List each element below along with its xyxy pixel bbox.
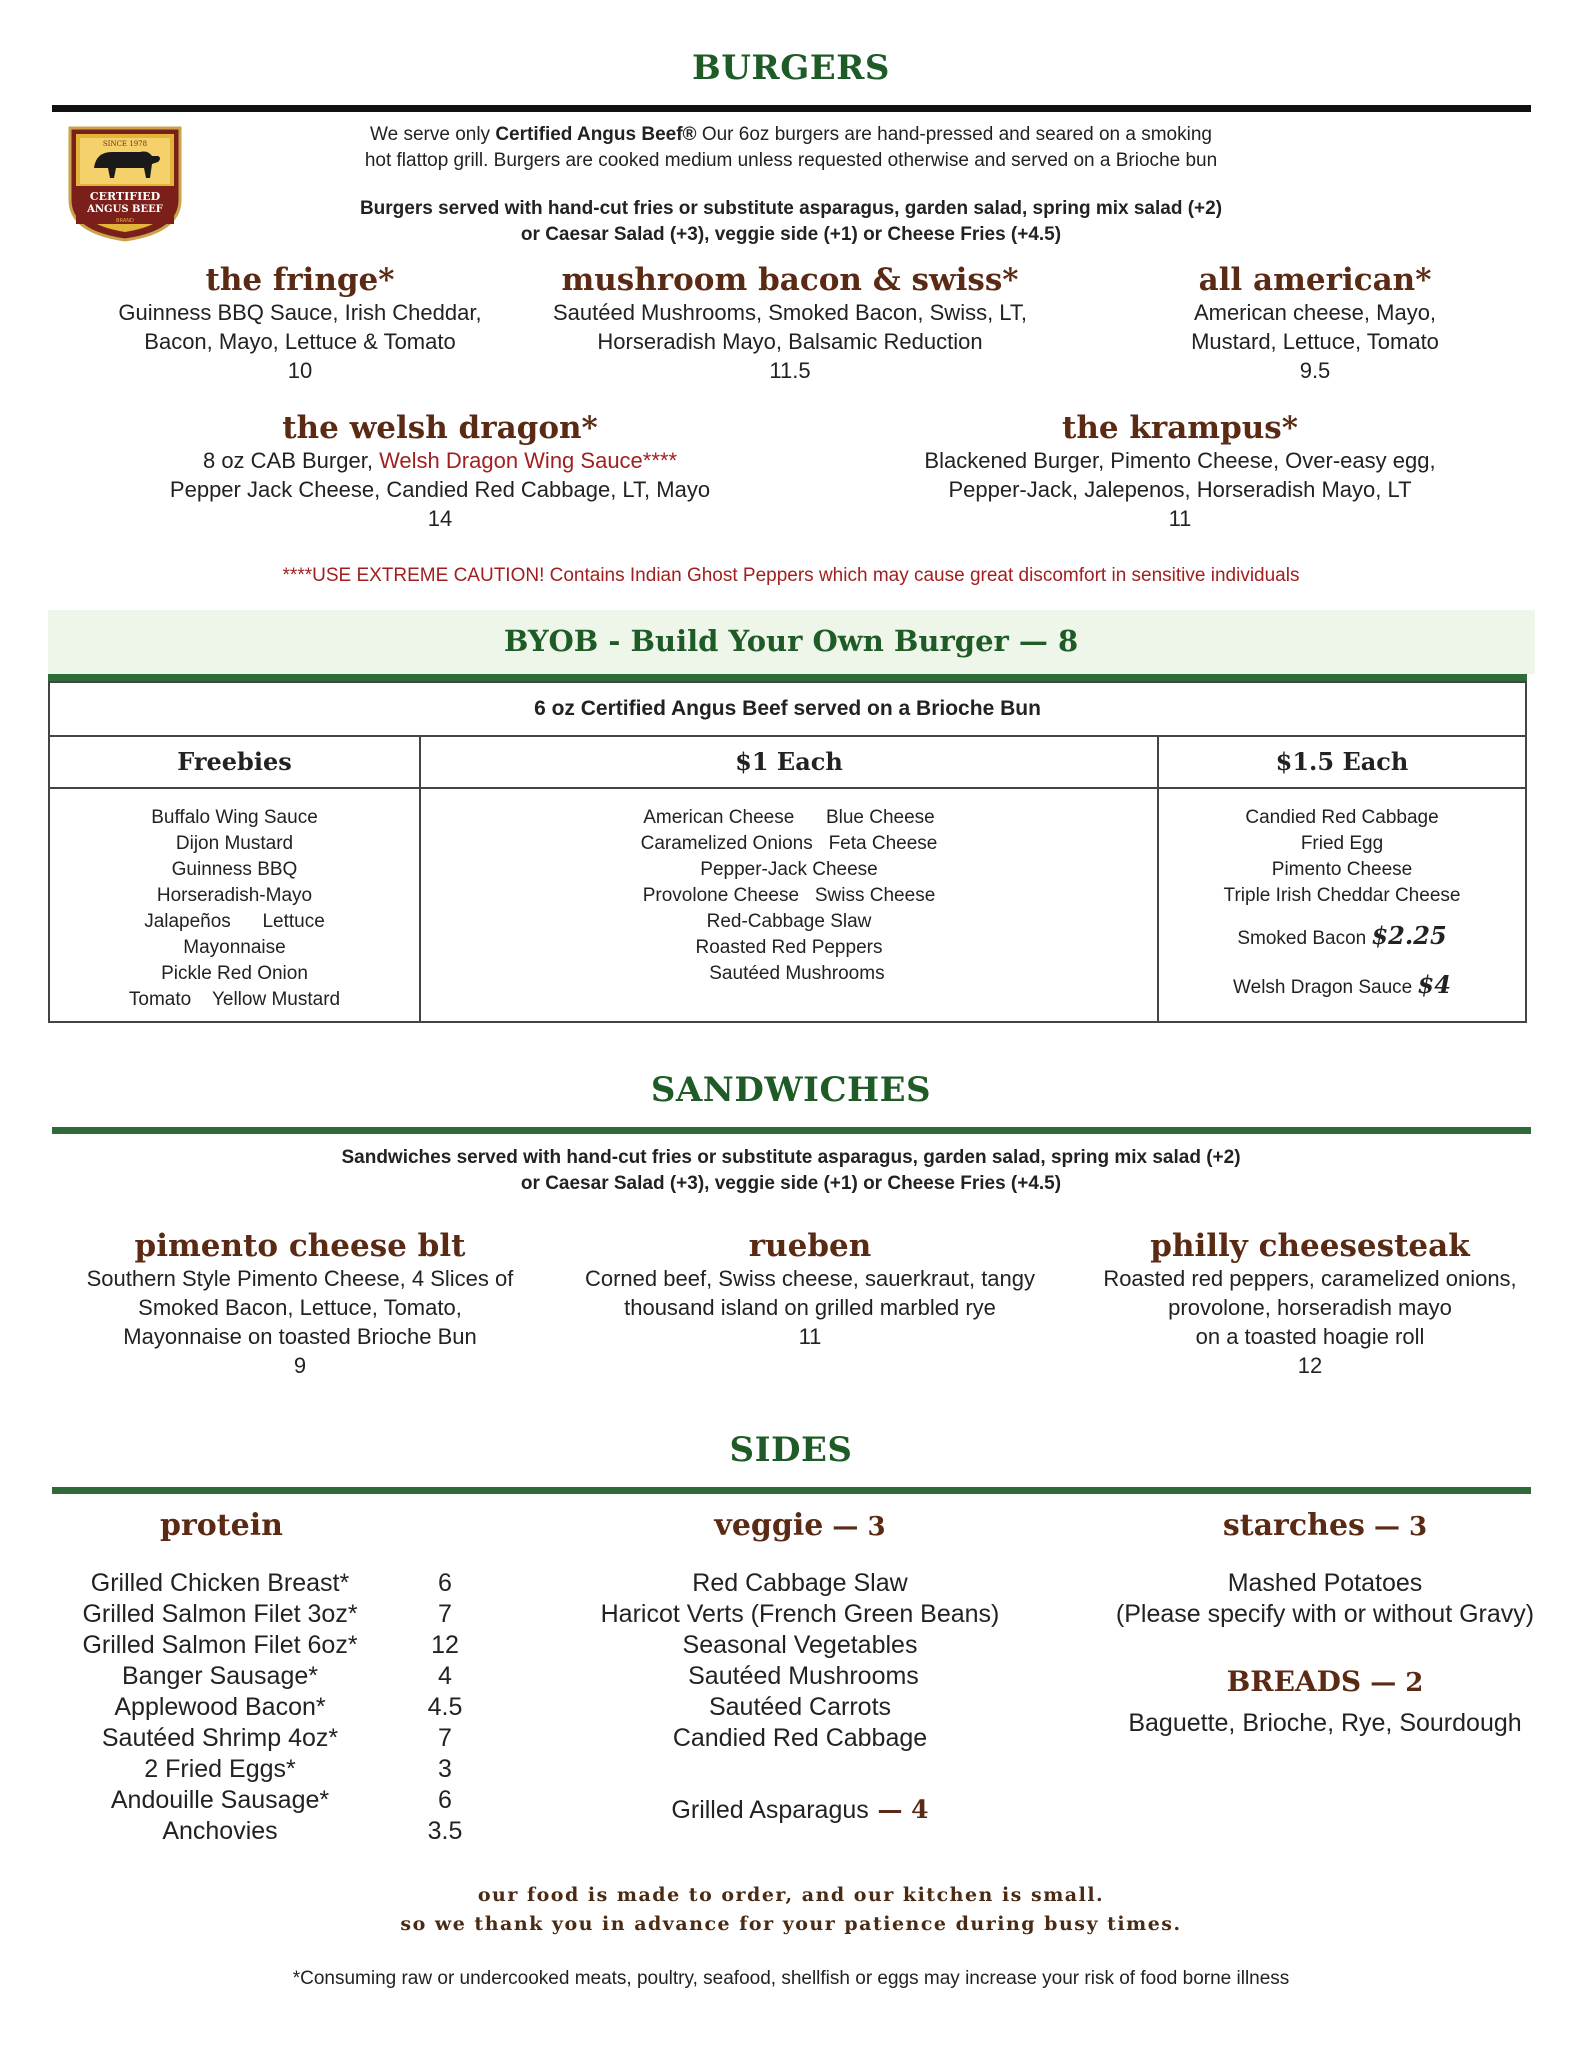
sides-title: SIDES (729, 1430, 853, 1470)
ghost-pepper-caution: ****USE EXTREME CAUTION! Contains Indian Ghost Peppers which may cause great discomfort in sensitive individuals (282, 565, 1300, 586)
byob-column-one-dollar (421, 737, 1157, 1021)
closing-line-2: so we thank you in advance for your patience during busy times. (400, 1913, 1182, 1935)
column-heading: $1 Each (421, 737, 1157, 789)
burger-name: mushroom bacon & swiss* (561, 262, 1019, 298)
burger-item (40, 262, 560, 385)
list-item: (Please specify with or without Gravy) (1115, 1600, 1535, 1628)
list-item: Haricot Verts (French Green Beans) (600, 1600, 1000, 1628)
logo-line2: ANGUS BEEF (87, 204, 163, 215)
sandwiches-title: SANDWICHES (650, 1070, 932, 1110)
byob-table (48, 681, 1527, 1023)
sandwich-name: rueben (748, 1228, 872, 1264)
byob-column-one-fifty (1159, 737, 1525, 1021)
byob-title: BYOB - Build Your Own Burger — 8 (503, 624, 1079, 658)
sandwiches-rule (52, 1127, 1531, 1134)
logo-line3: BRAND (116, 218, 134, 224)
food-safety-disclaimer: *Consuming raw or undercooked meats, poultry, seafood, shellfish or eggs may increase your risk of food borne illness (292, 1968, 1290, 1989)
list-item: Sautéed Mushrooms (681, 1662, 919, 1690)
burger-item (1090, 262, 1540, 385)
list-item: Andouille Sausage* 6 (110, 1786, 452, 1814)
burger-item (130, 410, 750, 533)
burger-name: the fringe* (205, 262, 395, 298)
starches-heading: starches — 3 (1222, 1508, 1428, 1543)
burger-name: the welsh dragon* (282, 410, 598, 446)
byob-rule (48, 674, 1527, 681)
sandwich-item (40, 1228, 560, 1380)
sandwich-desc: Southern Style Pimento Cheese, 4 Slices of Smoked Bacon, Lettuce, Tomato, Mayonnaise on toasted Brioche Bun 9 (86, 1266, 514, 1378)
protein-heading: protein (160, 1508, 283, 1543)
burger-name: the krampus* (1062, 410, 1298, 446)
sandwich-item (540, 1228, 1080, 1351)
sides-rule (52, 1487, 1531, 1494)
logo-line1: CERTIFIED (89, 190, 161, 203)
sandwich-name: philly cheesesteak (1150, 1228, 1470, 1264)
list-item: Grilled Salmon Filet 3oz* 7 (82, 1600, 452, 1628)
veggie-heading: veggie — 3 (714, 1508, 886, 1543)
burgers-title: BURGERS (692, 48, 890, 88)
sandwich-item (1060, 1228, 1560, 1380)
burgers-intro: We serve only Certified Angus Beef® Our 6oz burgers are hand-pressed and seared on a smoking hot flattop grill. Burgers are cooked medium unless requested otherwise and served on a Brioche bun (364, 124, 1218, 171)
sandwich-desc: Roasted red peppers, caramelized onions, provolone, horseradish mayo on a toasted hoagie roll 12 (1103, 1266, 1517, 1378)
sandwiches-served-note: Sandwiches served with hand-cut fries or substitute asparagus, garden salad, spring mix salad (+2) or Caesar Salad (+3), veggie side (+1) or Cheese Fries (+4.5) (341, 1147, 1241, 1194)
breads-heading: BREADS — 2 (1226, 1665, 1424, 1698)
burger-desc: Blackened Burger, Pimento Cheese, Over-easy egg, Pepper-Jack, Jalepenos, Horseradish Mayo, LT 11 (924, 448, 1436, 531)
sandwich-desc: Corned beef, Swiss cheese, sauerkraut, tangy thousand island on grilled marbled rye 11 (584, 1266, 1036, 1349)
list-item: Banger Sausage* 4 (122, 1662, 452, 1690)
column-items: American Cheese Blue Cheese Caramelized Onions Feta Cheese Pepper-Jack Cheese Provolone Cheese Swiss Cheese Red-Cabbage Slaw Roasted Red Peppers Sautéed Mushrooms (640, 807, 938, 984)
burger-desc: Sautéed Mushrooms, Smoked Bacon, Swiss, LT, Horseradish Mayo, Balsamic Reduction 11.5 (552, 300, 1028, 383)
list-item: Red Cabbage Slaw (692, 1569, 908, 1597)
burger-item (860, 410, 1500, 533)
column-items: Buffalo Wing Sauce Dijon Mustard Guinness BBQ Horseradish-Mayo Jalapeños Lettuce Mayonnaise Pickle Red Onion Tomato Yellow Mustard (128, 807, 341, 1010)
list-item: Grilled Chicken Breast* 6 (90, 1569, 452, 1597)
burgers-rule (52, 105, 1531, 112)
burger-desc: American cheese, Mayo, Mustard, Lettuce, Tomato 9.5 (1191, 300, 1439, 383)
list-item: Candied Red Cabbage (672, 1724, 928, 1752)
burger-desc: 8 oz CAB Burger, Welsh Dragon Wing Sauce**** Pepper Jack Cheese, Candied Red Cabbage, LT, Mayo 14 (169, 448, 711, 531)
list-item: Anchovies 3.5 (162, 1817, 463, 1845)
list-item: Baguette, Brioche, Rye, Sourdough (1128, 1709, 1522, 1737)
certified-angus-beef-logo (66, 122, 184, 242)
sandwich-name: pimento cheese blt (134, 1228, 466, 1264)
list-item: 2 Fried Eggs* 3 (144, 1755, 452, 1783)
burger-item (500, 262, 1080, 385)
logo-since: SINCE 1978 (102, 140, 148, 148)
veggie-list (560, 1568, 1040, 1826)
byob-column-freebies (50, 737, 419, 1021)
list-item: Grilled Salmon Filet 6oz* 12 (82, 1631, 459, 1659)
list-item: Applewood Bacon* 4.5 (114, 1693, 463, 1721)
column-heading: Freebies (50, 737, 419, 789)
list-item: Sautéed Shrimp 4oz* 7 (101, 1724, 452, 1752)
starches-list (1090, 1568, 1560, 1630)
breads-list (1090, 1708, 1560, 1739)
list-item: Seasonal Vegetables (682, 1631, 918, 1659)
list-item: Grilled Asparagus — 4 (671, 1795, 929, 1824)
byob-table-header: 6 oz Certified Angus Beef served on a Brioche Bun (50, 683, 1525, 737)
protein-list (60, 1568, 550, 1847)
column-items: Candied Red Cabbage Fried Egg Pimento Cheese Triple Irish Cheddar Cheese Smoked Bacon $2.25 Welsh Dragon Sauce $4 (1223, 807, 1461, 999)
burger-name: all american* (1198, 262, 1432, 298)
burgers-served-note: Burgers served with hand-cut fries or substitute asparagus, garden salad, spring mix salad (+2) or Caesar Salad (+3), veggie side (+1) or Cheese Fries (+4.5) (359, 198, 1223, 245)
burger-desc: Guinness BBQ Sauce, Irish Cheddar, Bacon, Mayo, Lettuce & Tomato 10 (118, 300, 482, 383)
list-item: Mashed Potatoes (1227, 1569, 1423, 1597)
closing-line-1: our food is made to order, and our kitchen is small. (477, 1884, 1105, 1906)
list-item: Sautéed Carrots (708, 1693, 892, 1721)
column-heading: $1.5 Each (1159, 737, 1525, 789)
